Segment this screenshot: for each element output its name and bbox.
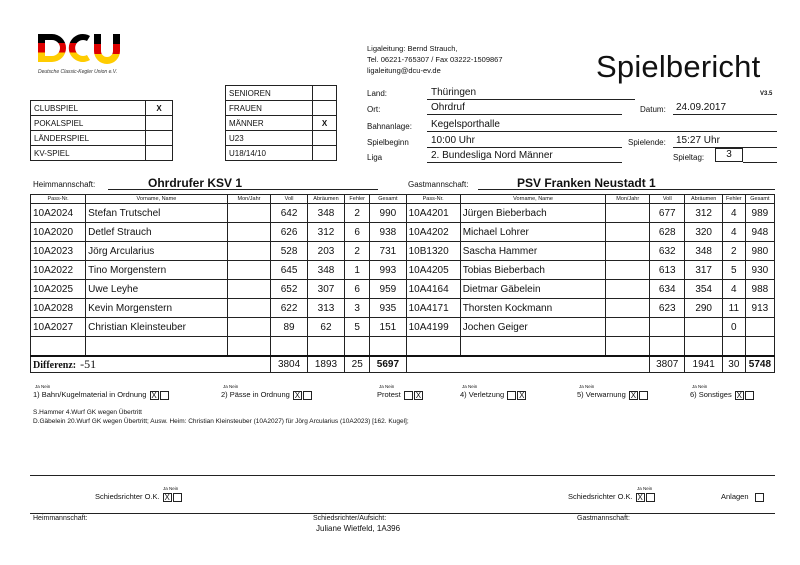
guest-team-underline [478,189,775,190]
home-abraeumen[interactable]: 348 [307,261,344,280]
ort-underline [427,114,622,115]
guest-player-name[interactable]: Jürgen Bieberbach [460,204,606,223]
guest-fehler[interactable]: 4 [722,204,745,223]
col-voll-guest: Voll [650,195,685,204]
home-voll[interactable]: 626 [271,223,307,242]
guest-month-year[interactable] [606,223,650,242]
col-mon-home: Mon/Jahr [227,195,271,204]
home-player-name[interactable]: Jörg Arcularius [86,242,228,261]
datum-value[interactable]: 24.09.2017 [676,102,727,113]
check-nein-checkbox[interactable]: X [415,390,422,400]
sr-guest-ja-nein-label: Ja Nein [637,486,653,491]
guest-pass-no[interactable] [406,337,460,356]
guest-fehler[interactable]: 4 [722,280,745,299]
contact-line-1: Ligaleitung: Bernd Strauch, [367,44,458,53]
home-pass-no[interactable]: 10A2025 [31,280,86,299]
datum-label: Datum: [640,105,666,114]
home-fehler[interactable]: 5 [345,318,370,337]
bahn-underline [427,131,777,132]
col-name-home: Vorname, Name [86,195,228,204]
home-voll[interactable]: 642 [271,204,307,223]
guest-voll[interactable]: 623 [650,299,685,318]
note-line-1: S.Hammer 4.Wurf GK wegen Übertritt [33,409,142,416]
player-row [31,261,775,280]
category-row [226,146,337,161]
category-mark[interactable] [313,86,337,101]
guest-voll[interactable]: 634 [650,280,685,299]
guest-player-name[interactable]: Sascha Hammer [460,242,606,261]
home-voll[interactable]: 89 [271,318,307,337]
col-abr-guest: Abräumen [685,195,722,204]
check-item-label: 6) Sonstiges [690,390,732,399]
bahn-value[interactable]: Kegelsporthalle [431,119,500,130]
check-item-label: 2) Pässe in Ordnung [221,390,290,399]
col-pass-home: Pass-Nr. [31,195,86,204]
check-ja-nein-label: Ja Nein [223,383,239,389]
sr-ok-guest-nein-checkbox[interactable] [646,493,655,502]
guest-voll[interactable]: 628 [650,223,685,242]
guest-month-year[interactable] [606,337,650,356]
bahn-label: Bahnanlage: [367,122,412,131]
land-label: Land: [367,89,388,98]
home-voll[interactable]: 622 [271,299,307,318]
game-type-row [31,146,173,161]
guest-month-year[interactable] [606,280,650,299]
beginn-label: Spielbeginn [367,138,409,147]
check-ja-checkbox[interactable]: X [294,390,301,400]
home-gesamt[interactable] [370,337,406,356]
game-type-row [31,101,173,116]
home-player-name[interactable]: Tino Morgenstern [86,261,228,280]
home-abraeumen[interactable] [307,337,344,356]
home-gesamt[interactable]: 990 [370,204,406,223]
home-month-year[interactable] [227,223,271,242]
land-underline [427,99,635,100]
check-ja-nein-label: Ja Nein [35,383,51,389]
guest-player-name[interactable]: Tobias Bieberbach [460,261,606,280]
guest-gesamt[interactable]: 989 [745,204,774,223]
difference-label: Differenz: [33,359,77,371]
liga-value[interactable]: 2. Bundesliga Nord Männer [431,150,553,161]
guest-pass-no[interactable]: 10A4202 [406,223,460,242]
home-player-name[interactable]: Kevin Morgenstern [86,299,228,318]
guest-voll[interactable]: 632 [650,242,685,261]
guest-gesamt[interactable]: 988 [745,280,774,299]
guest-abraeumen[interactable]: 290 [685,299,722,318]
category-table [225,85,337,161]
guest-total-voll: 3807 [650,356,685,373]
home-pass-no[interactable]: 10A2028 [31,299,86,318]
home-abraeumen[interactable]: 307 [307,280,344,299]
guest-player-name[interactable] [460,337,606,356]
check-ja-checkbox[interactable] [507,391,516,400]
home-gesamt[interactable]: 938 [370,223,406,242]
home-total-gesamt: 5697 [370,356,406,373]
guest-abraeumen[interactable]: 317 [685,261,722,280]
home-month-year[interactable] [227,337,271,356]
category-label: U18/14/10 [226,146,313,161]
home-gesamt[interactable]: 959 [370,280,406,299]
game-type-label: KV-SPIEL [31,146,146,161]
difference-value: -51 [80,356,97,371]
check-item [690,390,754,400]
game-type-mark[interactable]: X [146,101,173,116]
guest-fehler[interactable]: 2 [722,242,745,261]
home-month-year[interactable] [227,299,271,318]
sr-ok-guest [568,492,655,502]
home-voll[interactable]: 652 [271,280,307,299]
check-item-label: 1) Bahn/Kugelmaterial in Ordnung [33,390,147,399]
anlagen-label: Anlagen [721,492,749,501]
home-month-year[interactable] [227,280,271,299]
check-ja-nein-label: Ja Nein [692,383,708,389]
check-nein-checkbox[interactable]: X [519,390,525,400]
guest-abraeumen[interactable] [685,318,722,337]
home-fehler[interactable]: 3 [345,299,370,318]
game-type-table [30,100,173,161]
home-player-name[interactable]: Uwe Leyhe [86,280,228,299]
home-month-year[interactable] [227,204,271,223]
col-pass-guest: Pass-Nr. [406,195,460,204]
guest-gesamt[interactable] [745,318,774,337]
note-line-2: D.Gäbelein 20.Wurf GK wegen Übertritt; Ausw. Heim: Christian Kleinsteuber (10A2027) für Jörg Arcularius (10A2023) [162. Kugel]; [33,418,409,425]
check-item-label: Protest [377,390,401,399]
sr-ok-home-nein-checkbox[interactable] [173,493,182,502]
guest-gesamt[interactable]: 948 [745,223,774,242]
player-row [31,223,775,242]
sr-ok-home-label: Schiedsrichter O.K. [95,492,160,501]
game-type-mark[interactable] [146,116,173,131]
footer-referee-label: Schiedsrichter/Aufsicht: [313,515,387,522]
guest-abraeumen[interactable] [685,337,722,356]
guest-pass-no[interactable]: 10A4201 [406,204,460,223]
liga-underline [427,162,622,163]
guest-team-name: PSV Franken Neustadt 1 [517,176,656,190]
category-mark[interactable] [313,146,337,161]
ort-value[interactable]: Ohrdruf [431,102,465,113]
home-abraeumen[interactable]: 313 [307,299,344,318]
check-nein-checkbox[interactable] [160,391,169,400]
guest-pass-no[interactable]: 10A4164 [406,280,460,299]
game-type-label: POKALSPIEL [31,116,146,131]
sr-ok-home-ja-checkbox[interactable]: X [164,492,170,502]
guest-player-name[interactable]: Michael Lohrer [460,223,606,242]
check-ja-checkbox[interactable]: X [151,390,157,400]
check-ja-checkbox[interactable]: X [736,390,742,400]
home-pass-no[interactable]: 10A2020 [31,223,86,242]
home-total-fehler: 25 [345,356,370,373]
referee-name: Juliane Wietfeld, 1A396 [316,524,401,533]
home-pass-no[interactable]: 10A2027 [31,318,86,337]
dcu-logo-graphic [36,30,122,66]
beginn-underline [427,147,622,148]
home-fehler[interactable]: 6 [345,280,370,299]
home-abraeumen[interactable]: 62 [307,318,344,337]
check-ja-nein-label: Ja Nein [462,383,478,389]
category-row [226,101,337,116]
guest-gesamt[interactable]: 930 [745,261,774,280]
guest-total-abr: 1941 [685,356,722,373]
anlagen [721,492,764,502]
ort-label: Ort: [367,105,381,114]
check-item [460,390,526,400]
footer-guest-label: Gastmannschaft: [577,515,630,522]
check-nein-checkbox[interactable] [639,391,648,400]
home-abraeumen[interactable]: 348 [307,204,344,223]
guest-month-year[interactable] [606,318,650,337]
score-table [30,194,775,373]
game-type-label: CLUBSPIEL [31,101,146,116]
spieltag-underline [743,162,777,163]
contact-line-2: Tel. 06221-765307 / Fax 03222-1509867 [367,55,503,64]
score-header-row [31,195,775,204]
ende-value[interactable]: 15:27 Uhr [676,135,720,146]
guest-gesamt[interactable]: 913 [745,299,774,318]
col-name-guest: Vorname, Name [460,195,606,204]
guest-player-name[interactable]: Thorsten Kockmann [460,299,606,318]
beginn-value[interactable]: 10:00 Uhr [431,135,475,146]
check-nein-checkbox[interactable] [745,391,754,400]
home-month-year[interactable] [227,318,271,337]
home-player-name[interactable]: Detlef Strauch [86,223,228,242]
check-ja-nein-label: Ja Nein [579,383,595,389]
col-fehler-home: Fehler [345,195,370,204]
footer-divider [30,475,775,476]
guest-abraeumen[interactable]: 320 [685,223,722,242]
home-gesamt[interactable]: 935 [370,299,406,318]
home-player-name[interactable]: Stefan Trutschel [86,204,228,223]
col-gesamt-home: Gesamt [370,195,406,204]
contact-block [367,43,503,76]
sr-ok-guest-label: Schiedsrichter O.K. [568,492,633,501]
player-row [31,242,775,261]
guest-pass-no[interactable]: 10B1320 [406,242,460,261]
col-voll-home: Voll [271,195,307,204]
land-value[interactable]: Thüringen [431,87,477,98]
player-row [31,318,775,337]
check-item-label: 4) Verletzung [460,390,505,399]
difference-cell [31,356,271,373]
guest-abraeumen[interactable]: 354 [685,280,722,299]
page-title: Spielbericht [596,49,761,84]
game-type-row [31,116,173,131]
check-item-label: 5) Verwarnung [577,390,626,399]
guest-month-year[interactable] [606,242,650,261]
spieltag-label: Spieltag: [673,153,705,162]
game-type-mark[interactable] [146,131,173,146]
check-ja-checkbox[interactable] [404,391,413,400]
home-voll[interactable] [271,337,307,356]
totals-row [31,356,775,373]
home-team-name: Ohrdrufer KSV 1 [148,176,243,190]
guest-voll[interactable] [650,337,685,356]
guest-gesamt[interactable] [745,337,774,356]
guest-voll[interactable] [650,318,685,337]
category-row [226,116,337,131]
guest-abraeumen[interactable]: 312 [685,204,722,223]
home-team-underline [108,189,378,190]
category-label: FRAUEN [226,101,313,116]
ende-label: Spielende: [628,138,666,147]
category-row [226,131,337,146]
col-abr-home: Abräumen [307,195,344,204]
home-pass-no[interactable]: 10A2024 [31,204,86,223]
check-item [377,390,423,400]
logo-subtitle: Deutsche Classic-Kegler Union e.V. [38,69,118,75]
home-gesamt[interactable]: 731 [370,242,406,261]
guest-fehler[interactable]: 4 [722,223,745,242]
game-type-mark[interactable] [146,146,173,161]
home-voll[interactable]: 528 [271,242,307,261]
category-row [226,86,337,101]
home-fehler[interactable]: 2 [345,242,370,261]
category-mark[interactable] [313,101,337,116]
guest-abraeumen[interactable]: 348 [685,242,722,261]
home-team-label: Heimmannschaft: [33,180,96,189]
col-fehler-guest: Fehler [722,195,745,204]
home-pass-no[interactable]: 10A2023 [31,242,86,261]
col-mon-guest: Mon/Jahr [606,195,650,204]
guest-voll[interactable]: 613 [650,261,685,280]
player-row [31,280,775,299]
player-row [31,337,775,356]
check-item [33,390,169,400]
check-nein-checkbox[interactable] [303,391,312,400]
home-total-abr: 1893 [307,356,344,373]
guest-total-gesamt: 5748 [745,356,774,373]
home-player-name[interactable] [86,337,228,356]
footer-home-label: Heimmannschaft: [33,515,88,522]
home-abraeumen[interactable]: 312 [307,223,344,242]
guest-total-spacer [406,356,649,373]
home-pass-no[interactable] [31,337,86,356]
game-type-label: LÄNDERSPIEL [31,131,146,146]
guest-gesamt[interactable]: 980 [745,242,774,261]
home-abraeumen[interactable]: 203 [307,242,344,261]
home-month-year[interactable] [227,261,271,280]
home-pass-no[interactable]: 10A2022 [31,261,86,280]
guest-voll[interactable]: 677 [650,204,685,223]
sr-home-ja-nein-label: Ja Nein [163,486,179,491]
guest-pass-no[interactable]: 10A4199 [406,318,460,337]
check-ja-checkbox[interactable]: X [630,390,637,400]
check-item [577,390,648,400]
contact-line-3: ligaleitung@dcu-ev.de [367,66,441,75]
version-label: V3.5 [760,91,773,97]
category-label: MÄNNER [226,116,313,131]
dcu-logo [36,30,126,80]
guest-fehler[interactable]: 0 [722,318,745,337]
guest-pass-no[interactable]: 10A4205 [406,261,460,280]
home-voll[interactable]: 645 [271,261,307,280]
guest-fehler[interactable] [722,337,745,356]
home-player-name[interactable]: Christian Kleinsteuber [86,318,228,337]
datum-underline [673,114,777,115]
home-fehler[interactable]: 6 [345,223,370,242]
home-gesamt[interactable]: 993 [370,261,406,280]
home-fehler[interactable]: 1 [345,261,370,280]
category-mark[interactable] [313,131,337,146]
player-row [31,204,775,223]
home-fehler[interactable] [345,337,370,356]
category-mark[interactable]: X [313,116,337,131]
spieltag-value[interactable]: 3 [715,148,743,162]
anlagen-checkbox[interactable] [755,493,764,502]
guest-month-year[interactable] [606,261,650,280]
liga-label: Liga [367,153,383,162]
guest-month-year[interactable] [606,204,650,223]
guest-fehler[interactable]: 11 [722,299,745,318]
check-item [221,390,312,400]
col-gesamt-guest: Gesamt [745,195,774,204]
check-ja-nein-label: Ja Nein [379,383,395,389]
guest-player-name[interactable]: Dietmar Gäbelein [460,280,606,299]
guest-player-name[interactable]: Jochen Geiger [460,318,606,337]
sr-ok-guest-ja-checkbox[interactable]: X [637,492,643,502]
guest-team-label: Gastmannschaft: [408,180,469,189]
category-label: U23 [226,131,313,146]
guest-total-fehler: 30 [722,356,745,373]
home-total-voll: 3804 [271,356,307,373]
signature-line [30,513,775,514]
home-fehler[interactable]: 2 [345,204,370,223]
game-type-row [31,131,173,146]
guest-pass-no[interactable]: 10A4171 [406,299,460,318]
sr-ok-home [95,492,182,502]
guest-fehler[interactable]: 5 [722,261,745,280]
category-label: SENIOREN [226,86,313,101]
home-month-year[interactable] [227,242,271,261]
player-row [31,299,775,318]
home-gesamt[interactable]: 151 [370,318,406,337]
guest-month-year[interactable] [606,299,650,318]
